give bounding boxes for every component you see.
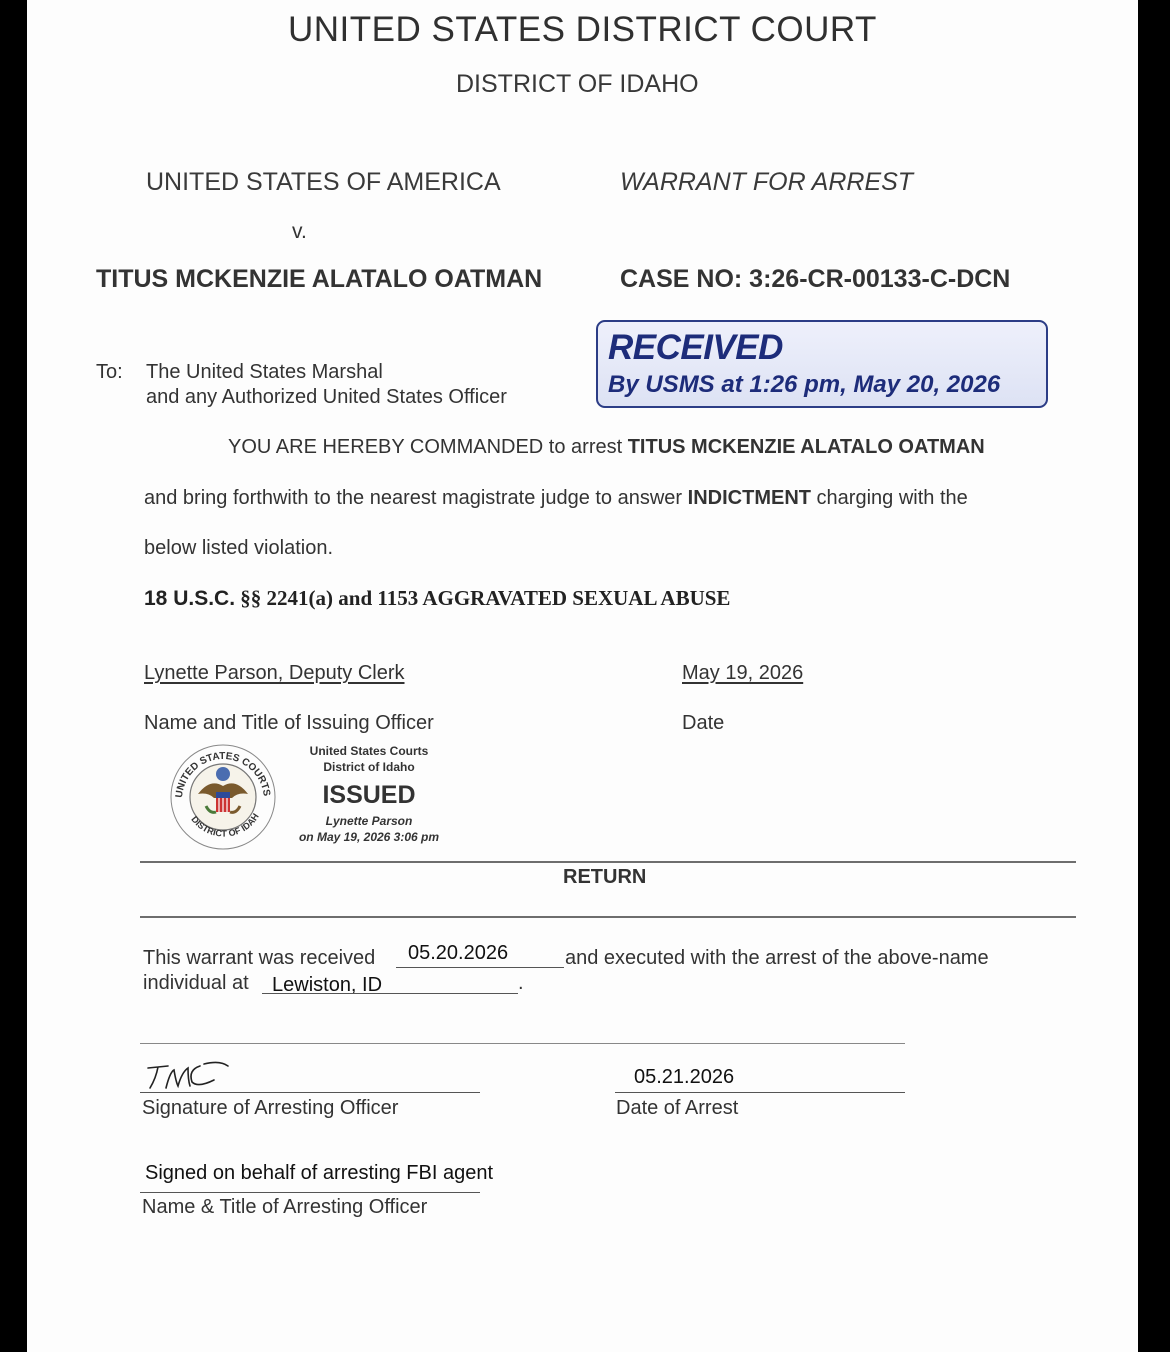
document-type: WARRANT FOR ARREST	[620, 168, 914, 196]
return-divider-top	[140, 861, 1076, 863]
statute-code: 18 U.S.C.	[144, 587, 236, 610]
violation-statute	[144, 586, 730, 611]
seal-text-top: UNITED STATES COURTS	[173, 750, 272, 799]
seal-text-bottom: DISTRICT OF IDAH	[189, 811, 261, 839]
issuing-officer: Lynette Parson, Deputy Clerk	[144, 662, 405, 684]
plaintiff: UNITED STATES OF AMERICA	[146, 168, 501, 196]
location-period: .	[518, 972, 524, 994]
return-divider-bottom	[140, 916, 1076, 918]
arresting-officer-name: Signed on behalf of arresting FBI agent	[145, 1162, 494, 1184]
court-seal	[168, 742, 278, 852]
issue-date: May 19, 2026	[682, 662, 804, 684]
issued-stamp	[284, 743, 454, 845]
case-number: CASE NO: 3:26-CR-00133-C-DCN	[620, 265, 1011, 293]
signature-label: Signature of Arresting Officer	[142, 1097, 399, 1119]
issued-by: Lynette Parson	[325, 814, 413, 828]
location-blank	[262, 993, 518, 994]
location-prefix: individual at	[143, 972, 249, 994]
received-date-value: 05.20.2026	[408, 942, 509, 964]
addressee-line-2: and any Authorized United States Officer	[146, 386, 507, 408]
received-line: This warrant was received	[143, 947, 376, 969]
eagle-seal-icon	[168, 742, 278, 852]
court-title: UNITED STATES DISTRICT COURT	[288, 10, 877, 49]
arrest-location: Lewiston, ID	[272, 974, 383, 996]
issue-date-label: Date	[682, 712, 725, 734]
district-title: DISTRICT OF IDAHO	[456, 70, 699, 98]
executed-line: and executed with the arrest of the above-name	[565, 947, 989, 969]
command-line-2-suffix: charging with the	[810, 487, 968, 509]
issued-on: on May 19, 2026 3:06 pm	[298, 830, 440, 844]
command-line-2-prefix: and bring forthwith to the nearest magistrate judge to answer	[144, 487, 688, 509]
issued-status: ISSUED	[322, 781, 416, 809]
command-line-1	[228, 436, 985, 459]
statute-description: §§ 2241(a) and 1153 AGGRAVATED SEXUAL ABUSE	[235, 586, 731, 610]
issued-stamp-line-1: United States Courts	[309, 744, 429, 758]
received-stamp-title: RECEIVED	[608, 328, 783, 367]
defendant-name: TITUS MCKENZIE ALATALO OATMAN	[96, 265, 543, 293]
return-heading: RETURN	[563, 866, 647, 888]
received-stamp-subtitle: By USMS at 1:26 pm, May 20, 2026	[608, 371, 1001, 398]
arrest-date-value: 05.21.2026	[634, 1066, 735, 1088]
return-separator	[140, 1043, 905, 1044]
name-title-label: Name & Title of Arresting Officer	[142, 1196, 428, 1218]
received-stamp	[596, 320, 1048, 408]
received-date-blank	[396, 967, 564, 968]
issued-stamp-line-2: District of Idaho	[323, 760, 415, 774]
versus: v.	[292, 220, 307, 243]
command-defendant-name: TITUS MCKENZIE ALATALO OATMAN	[627, 436, 985, 458]
addressee-line-1: The United States Marshal	[146, 361, 383, 383]
command-line-2	[144, 487, 968, 510]
signature-line	[140, 1092, 480, 1093]
charging-document: INDICTMENT	[687, 487, 811, 509]
command-prefix: YOU ARE HEREBY COMMANDED to arrest	[228, 436, 628, 458]
arrest-date-label: Date of Arrest	[616, 1097, 739, 1119]
arrest-date-line	[615, 1092, 905, 1093]
to-label: To:	[96, 361, 123, 383]
officer-signature	[144, 1058, 234, 1092]
command-line-3: below listed violation.	[144, 537, 333, 559]
issuing-officer-label: Name and Title of Issuing Officer	[144, 712, 434, 734]
name-title-line	[140, 1192, 480, 1193]
